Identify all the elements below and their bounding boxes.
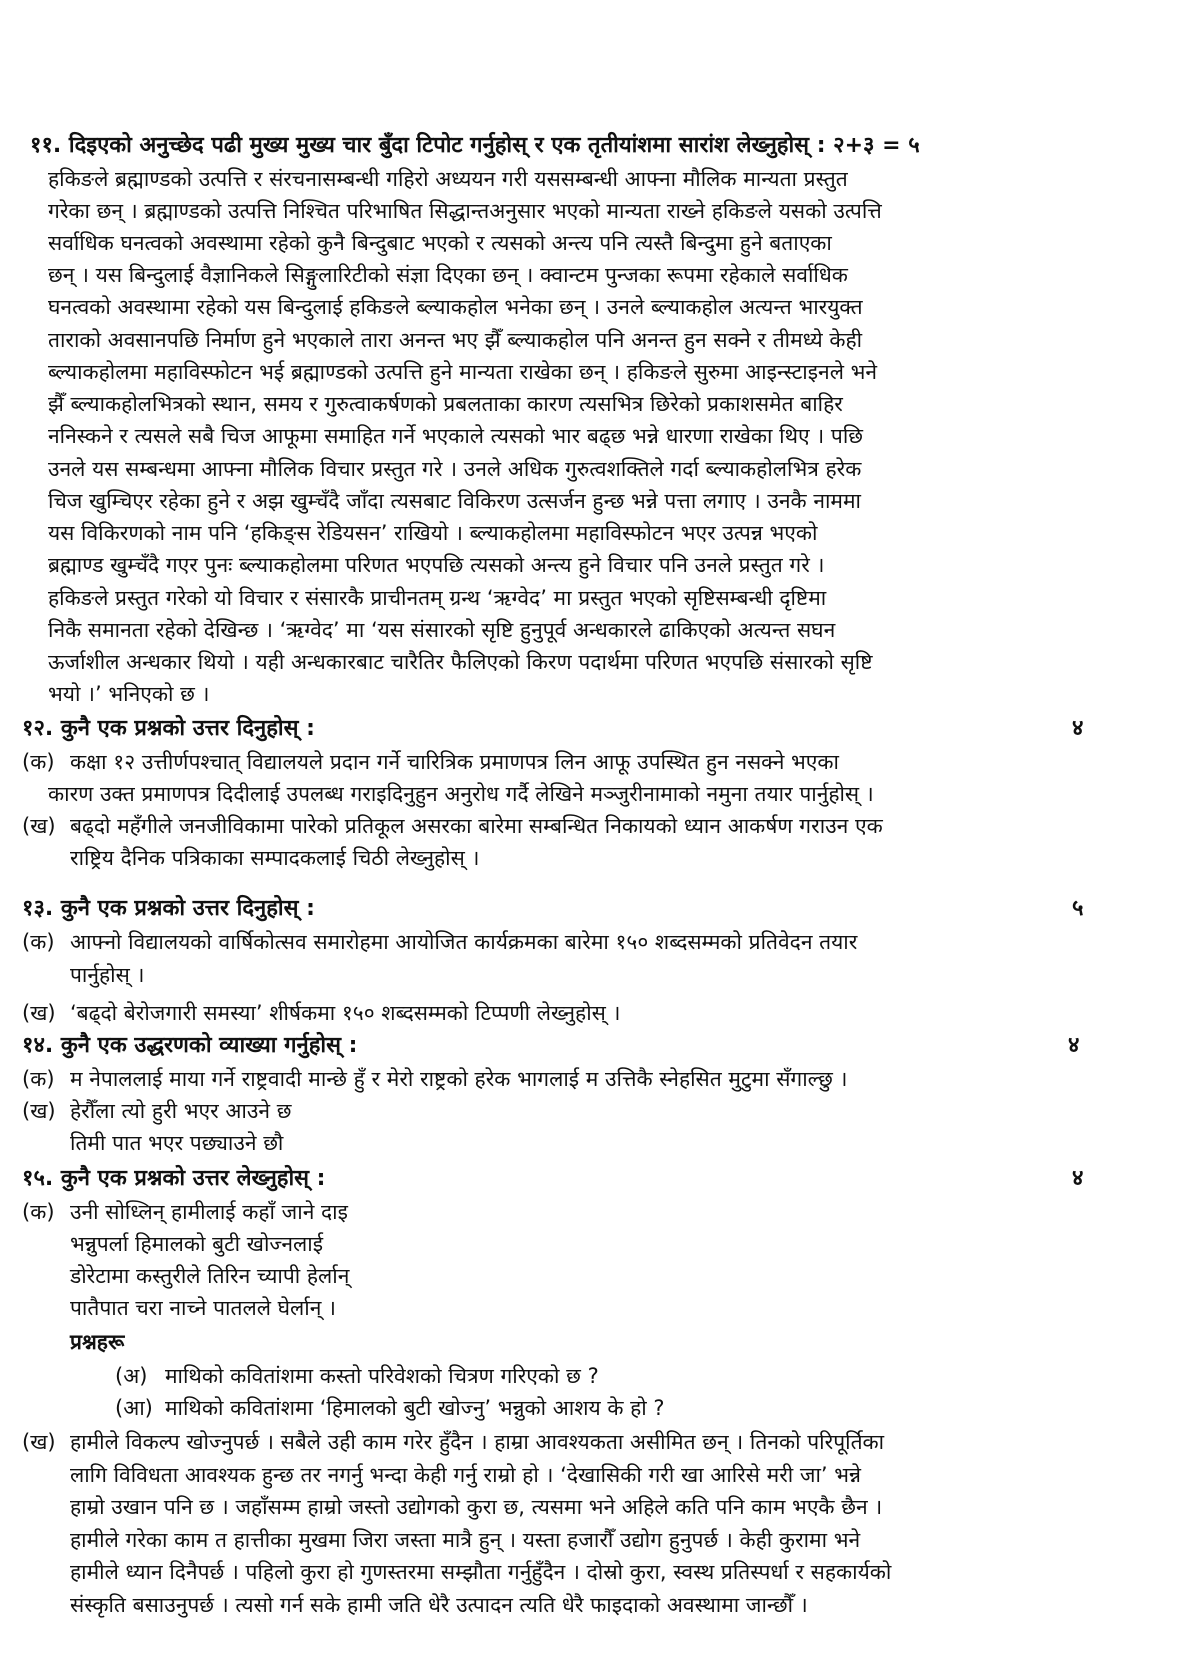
passage-line: हाम्रो उखान पनि छ । जहाँसम्म हाम्रो जस्तो उद्योगको कुरा छ, त्यसमा भने अहिले कति पनि काम भएकै छैन । [70, 1495, 883, 1519]
option-text: बढ्दो महँगीले जनजीविकामा पारेको प्रतिकूल असरका बारेमा सम्बन्धित निकायको ध्यान आकर्षण गराउन एक [70, 814, 883, 838]
passage-line: ऊर्जाशील अन्धकार थियो । यही अन्धकारबाट चारैतिर फैलिएको किरण पदार्थमा परिणत भएपछि संसारको सृष्टि [48, 650, 873, 674]
option-text: राष्ट्रिय दैनिक पत्रिकाका सम्पादकलाई चिठी लेख्नुहोस् । [70, 846, 480, 870]
option-text: कारण उक्त प्रमाणपत्र दिदीलाई उपलब्ध गराइदिनुहुन अनुरोध गर्दै लेखिने मञ्जुरीनामाको नमुना तयार पार्नुहोस् । [48, 782, 874, 806]
q15-heading: १५. कुनै एक प्रश्नको उत्तर लेख्नुहोस् : [22, 1166, 326, 1191]
passage-line: यस विकिरणको नाम पनि ‘हकिङ्स रेडियसन’ राखियो । ब्ल्याकहोलमा महाविस्फोटन भएर उत्पन्न भएको [48, 521, 818, 545]
passage-line: ब्रह्माण्ड खुम्चँदै गएर पुनः ब्ल्याकहोलमा परिणत भएपछि त्यसको अन्त्य हुने विचार पनि उनले प्रस्तुत गरे । [48, 553, 825, 577]
passage-line: घनत्वको अवस्थामा रहेको यस बिन्दुलाई हकिङले ब्ल्याकहोल भनेका छन् । उनले ब्ल्याकहोल अत्यन्त भारयुक्त [48, 295, 863, 319]
option-label-ka: (क) [22, 750, 55, 774]
passage-line: हामीले विकल्प खोज्नुपर्छ । सबैले उही काम गरेर हुँदैन । हाम्रा आवश्यकता असीमित छन् । तिनको परिपूर्तिका [70, 1430, 885, 1454]
verse-line: डोरेटामा कस्तुरीले तिरिन च्यापी हेर्लान् [70, 1264, 350, 1288]
passage-line: हकिङले ब्रह्माण्डको उत्पत्ति र संरचनासम्बन्धी गहिरो अध्ययन गरी यससम्बन्धी आफ्ना मौलिक मान्यता प्रस्तुत [48, 167, 848, 191]
option-label-kha: (ख) [22, 814, 56, 838]
q14-heading: १४. कुनै एक उद्धरणको व्याख्या गर्नुहोस् : [22, 1033, 358, 1058]
q14-marks: ४ [1068, 1033, 1080, 1058]
option-text: कक्षा १२ उत्तीर्णपश्चात् विद्यालयले प्रदान गर्ने चारित्रिक प्रमाणपत्र लिन आफू उपस्थित हुन नसक्ने भएका [70, 750, 839, 774]
subquestion-text: माथिको कवितांशमा ‘हिमालको बुटी खोज्नु’ भन्नुको आशय के हो ? [165, 1396, 665, 1420]
option-text: आफ्नो विद्यालयको वार्षिकोत्सव समारोहमा आयोजित कार्यक्रमका बारेमा १५० शब्दसम्मको प्रतिवेदन तयार [70, 930, 858, 954]
passage-line: हामीले गरेका काम त हात्तीका मुखमा जिरा जस्ता मात्रै हुन् । यस्ता हजारौँ उद्योग हुनुपर्छ । केही कुरामा भने [70, 1528, 861, 1552]
q11-heading: ११. दिइएको अनुच्छेद पढी मुख्य मुख्य चार बुँदा टिपोट गर्नुहोस् र एक तृतीयांशमा सारांश लेख्नुहोस् : २+३ = ५ [30, 133, 920, 158]
q12-heading: १२. कुनै एक प्रश्नको उत्तर दिनुहोस् : [22, 716, 315, 741]
option-label-ka: (क) [22, 930, 55, 954]
verse-line: पातैपात चरा नाच्ने पातलले घेर्लान् । [70, 1296, 336, 1320]
passage-line: चिज खुम्चिएर रहेका हुने र अझ खुम्चँदै जाँदा त्यसबाट विकिरण उत्सर्जन हुन्छ भन्ने पत्ता लगाए । उनकै नाममा [48, 489, 861, 513]
verse-line: उनी सोध्लिन् हामीलाई कहाँ जाने दाइ [70, 1200, 348, 1224]
option-label-ka: (क) [22, 1067, 55, 1091]
option-label-kha: (ख) [22, 1430, 56, 1454]
questions-subheading: प्रश्नहरू [70, 1330, 125, 1354]
passage-line: सर्वाधिक घनत्वको अवस्थामा रहेको कुनै बिन्दुबाट भएको र त्यसको अन्त्य पनि त्यस्तै बिन्दुमा हुने बताएका [48, 231, 832, 255]
q12-marks: ४ [1072, 716, 1084, 741]
option-label-kha: (ख) [22, 1099, 56, 1123]
q13-marks: ५ [1072, 896, 1084, 921]
passage-line: ताराको अवसानपछि निर्माण हुने भएकाले तारा अनन्त भए झैँ ब्ल्याकहोल पनि अनन्त हुन सक्ने र तीमध्ये केही [48, 328, 863, 352]
passage-line: निकै समानता रहेको देखिन्छ । ‘ऋग्वेद’ मा ‘यस संसारको सृष्टि हुनुपूर्व अन्धकारले ढाकिएको अत्यन्त सघन [48, 618, 836, 642]
q15-marks: ४ [1072, 1166, 1084, 1191]
subquestion-label: (आ) [115, 1396, 153, 1420]
passage-line: उनले यस सम्बन्धमा आफ्ना मौलिक विचार प्रस्तुत गरे । उनले अधिक गुरुत्वशक्तिले गर्दा ब्ल्याकहोलभित्र हरेक [48, 457, 862, 481]
passage-line: संस्कृति बसाउनुपर्छ । त्यसो गर्न सके हामी जति धेरै उत्पादन त्यति धेरै फाइदाको अवस्थामा जान्छौँ । [70, 1593, 808, 1617]
subquestion-text: माथिको कवितांशमा कस्तो परिवेशको चित्रण गरिएको छ ? [165, 1364, 599, 1388]
passage-line: लागि विविधता आवश्यक हुन्छ तर नगर्नु भन्दा केही गर्नु राम्रो हो । ‘देखासिकी गरी खा आरिसे मरी जा’ भन्ने [70, 1463, 862, 1487]
option-label-ka: (क) [22, 1200, 55, 1224]
passage-line: ब्ल्याकहोलमा महाविस्फोटन भई ब्रह्माण्डको उत्पत्ति हुने मान्यता राखेका छन् । हकिङले सुरुमा आइन्स्टाइनले भने [48, 360, 878, 384]
option-text: म नेपाललाई माया गर्ने राष्ट्रवादी मान्छे हुँ र मेरो राष्ट्रको हरेक भागलाई म उत्तिकै स्नेहसित मुटुमा सँगाल्छु । [70, 1067, 848, 1091]
passage-line: ननिस्कने र त्यसले सबै चिज आफूमा समाहित गर्ने भएकाले त्यसको भार बढ्छ भन्ने धारणा राखेका थिए । पछि [48, 424, 864, 448]
option-text: ‘बढ्दो बेरोजगारी समस्या’ शीर्षकमा १५० शब्दसम्मको टिप्पणी लेख्नुहोस् । [70, 1001, 621, 1025]
passage-line: भयो ।’ भनिएको छ । [48, 682, 210, 706]
verse-line: भन्नुपर्ला हिमालको बुटी खोज्नलाई [70, 1232, 324, 1256]
verse-line: हेरौँला त्यो हुरी भएर आउने छ [70, 1099, 292, 1123]
subquestion-label: (अ) [115, 1364, 148, 1388]
option-text: पार्नुहोस् । [70, 963, 145, 987]
passage-line: हकिङले प्रस्तुत गरेको यो विचार र संसारकै प्राचीनतम् ग्रन्थ ‘ऋग्वेद’ मा प्रस्तुत भएको सृष्टिसम्बन्धी दृष्टिमा [48, 586, 827, 610]
passage-line: छन् । यस बिन्दुलाई वैज्ञानिकले सिङ्गुलारिटीको संज्ञा दिएका छन् । क्वान्टम पुन्जका रूपमा रहेकाले सर्वाधिक [48, 263, 848, 287]
option-label-kha: (ख) [22, 1001, 56, 1025]
passage-line: हामीले ध्यान दिनैपर्छ । पहिलो कुरा हो गुणस्तरमा सम्झौता गर्नुहुँदैन । दोस्रो कुरा, स्वस्थ प्रतिस्पर्धा र सहकार्यको [70, 1560, 892, 1584]
q13-heading: १३. कुनै एक प्रश्नको उत्तर दिनुहोस् : [22, 896, 315, 921]
verse-line: तिमी पात भएर पछ्याउने छौ [70, 1131, 284, 1155]
passage-line: झैँ ब्ल्याकहोलभित्रको स्थान, समय र गुरुत्वाकर्षणको प्रबलताका कारण त्यसभित्र छिरेको प्रकाशसमेत बाहिर [48, 392, 843, 416]
passage-line: गरेका छन् । ब्रह्माण्डको उत्पत्ति निश्चित परिभाषित सिद्धान्तअनुसार भएको मान्यता राख्ने हकिङले यसको उत्पत्ति [48, 199, 882, 223]
